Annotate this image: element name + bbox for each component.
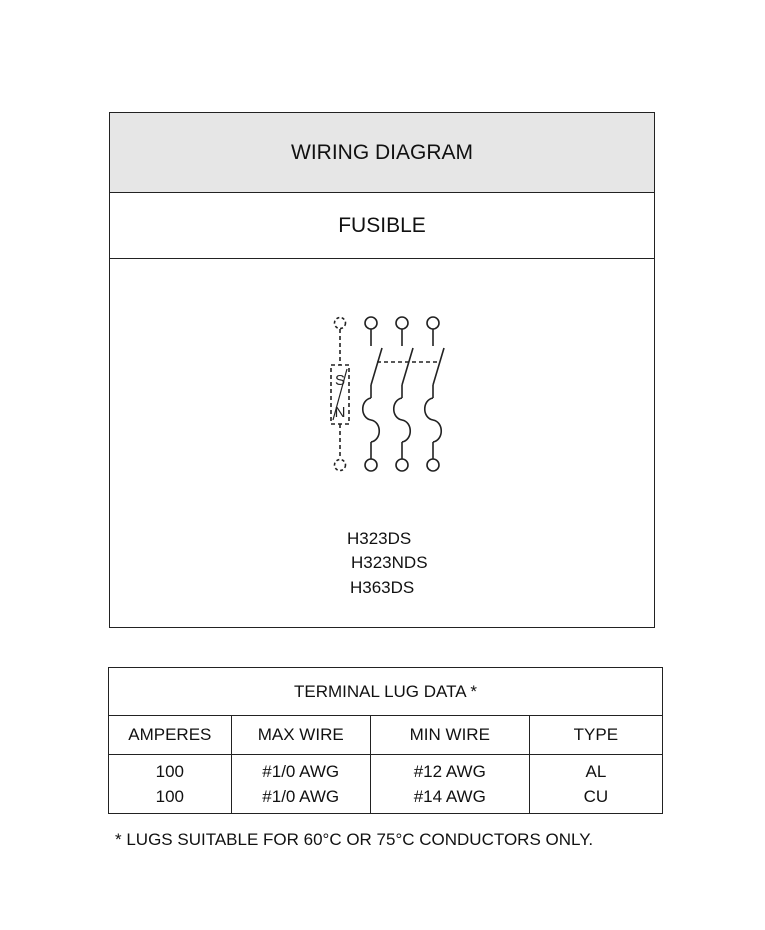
table-row-2-min-wire: #14 AWG xyxy=(413,787,486,806)
neutral-bottom-terminal xyxy=(335,460,346,471)
max-wire-cell xyxy=(231,755,370,814)
model-number-3: H363DS xyxy=(350,578,415,597)
table-row-2-amperes: 100 xyxy=(155,787,184,806)
table-row-1-type: AL xyxy=(585,762,607,781)
column-header-amperes: AMPERES xyxy=(109,716,232,755)
pole-1-load-terminal xyxy=(365,459,377,471)
column-header-type: TYPE xyxy=(529,716,662,755)
diagram-title: WIRING DIAGRAM xyxy=(110,113,654,193)
pole-3-line-terminal xyxy=(427,317,439,329)
pole-2-load-terminal xyxy=(396,459,408,471)
neutral-top-terminal xyxy=(335,318,346,329)
table-row-1-amperes: 100 xyxy=(155,762,184,781)
switch-label-s: S xyxy=(334,372,346,389)
model-number-2: H323NDS xyxy=(351,553,428,572)
pole-1-line-terminal xyxy=(365,317,377,329)
pole-2-line-terminal xyxy=(396,317,408,329)
pole-3 xyxy=(425,317,444,471)
table-row-1-min-wire: #12 AWG xyxy=(413,762,486,781)
table-row-2-type: CU xyxy=(583,787,609,806)
diagram-subtitle: FUSIBLE xyxy=(110,193,654,259)
min-wire-cell xyxy=(370,755,529,814)
terminal-lug-table xyxy=(108,667,663,814)
amperes-cell xyxy=(109,755,232,814)
model-number-1: H323DS xyxy=(347,529,412,548)
column-header-min-wire: MIN WIRE xyxy=(370,716,529,755)
footnote: * LUGS SUITABLE FOR 60°C OR 75°C CONDUCTORS ONLY. xyxy=(115,830,594,849)
pole-3-load-terminal xyxy=(427,459,439,471)
column-header-max-wire: MAX WIRE xyxy=(231,716,370,755)
switch-label-n: N xyxy=(334,404,346,421)
table-caption: TERMINAL LUG DATA * xyxy=(109,668,663,716)
table-row-1-max-wire: #1/0 AWG xyxy=(262,762,340,781)
table-row-2-max-wire: #1/0 AWG xyxy=(262,787,340,806)
pole-1 xyxy=(363,317,382,471)
type-cell xyxy=(529,755,662,814)
pole-2 xyxy=(394,317,413,471)
